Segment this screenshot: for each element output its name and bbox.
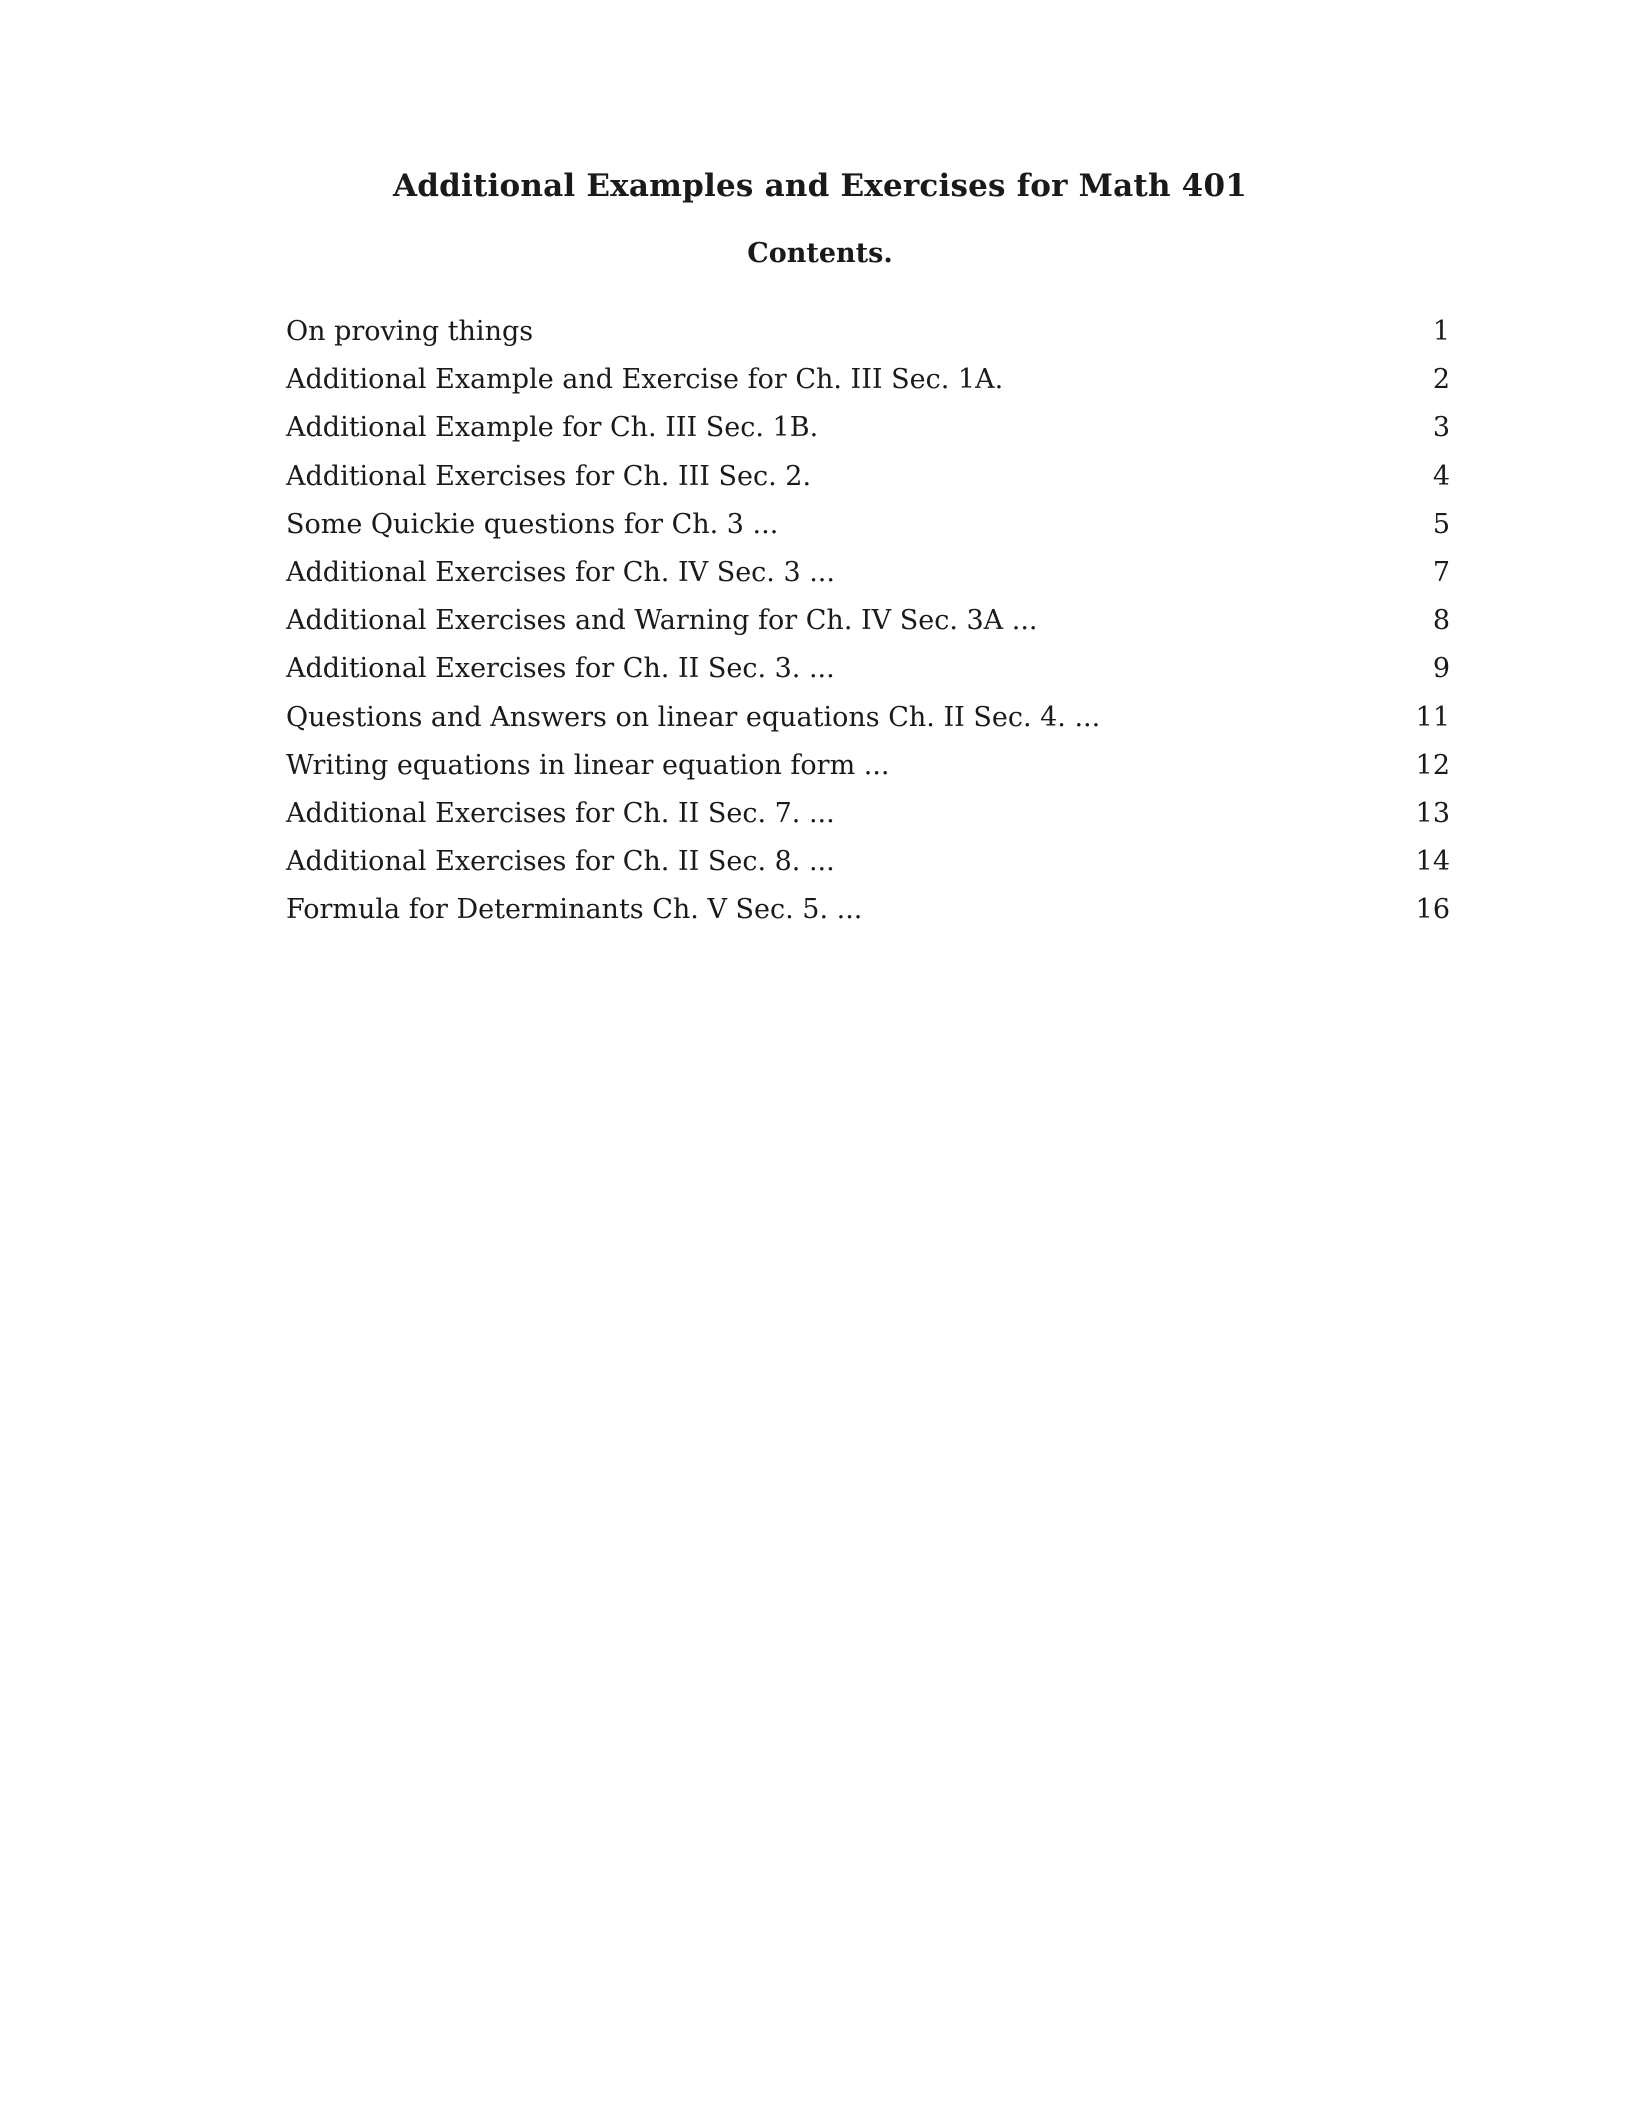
toc-page-number: 8 — [1432, 605, 1450, 637]
toc-entry — [286, 412, 1450, 460]
toc-entry-title: Additional Exercises for Ch. III Sec. 2. — [286, 460, 812, 492]
toc-entry — [286, 798, 1450, 846]
toc-entry-title: Additional Example and Exercise for Ch. III Sec. 1A. — [286, 364, 1004, 396]
toc-entry-title: Some Quickie questions for Ch. 3 ... — [286, 508, 779, 540]
toc-entry-title: Additional Exercises and Warning for Ch. IV Sec. 3A ... — [286, 605, 1038, 637]
contents-heading: Contents. — [747, 238, 893, 269]
toc-page-number: 4 — [1432, 460, 1450, 492]
toc-entry — [286, 846, 1450, 894]
toc-entry-title: Additional Exercises for Ch. II Sec. 3. ... — [286, 653, 835, 685]
toc-entry — [286, 653, 1450, 701]
toc-page-number: 16 — [1415, 894, 1450, 926]
toc-entry — [286, 461, 1450, 509]
toc-entry — [286, 605, 1450, 653]
toc-page-number: 14 — [1415, 846, 1450, 878]
toc-entry — [286, 894, 1450, 942]
toc-page-number: 9 — [1432, 653, 1450, 685]
toc-page-number: 11 — [1415, 701, 1450, 733]
toc-page-number: 12 — [1415, 749, 1450, 781]
toc-page-number: 5 — [1432, 508, 1450, 540]
toc-entry-title: Additional Exercises for Ch. II Sec. 8. ... — [286, 846, 835, 878]
toc-entry — [286, 557, 1450, 605]
toc-entry — [286, 750, 1450, 798]
toc-page-number: 7 — [1432, 556, 1450, 588]
toc-entry — [286, 702, 1450, 750]
toc-entry — [286, 509, 1450, 557]
toc-entry-title: Additional Exercises for Ch. II Sec. 7. ... — [286, 797, 835, 829]
toc-page-number: 1 — [1432, 316, 1450, 347]
toc-entry-title: Additional Example for Ch. III Sec. 1B. — [286, 412, 819, 444]
toc-entry — [286, 316, 1450, 364]
toc-page-number: 2 — [1432, 364, 1450, 396]
toc-page-number: 13 — [1415, 797, 1450, 829]
toc-entry — [286, 364, 1450, 412]
toc-page-number: 3 — [1432, 412, 1450, 444]
toc-entry-title: Questions and Answers on linear equations Ch. II Sec. 4. ... — [286, 701, 1101, 733]
table-of-contents — [286, 316, 1450, 942]
toc-entry-title: Additional Exercises for Ch. IV Sec. 3 ... — [286, 556, 835, 588]
toc-entry-title: Writing equations in linear equation form ... — [286, 749, 890, 781]
toc-entry-title: Formula for Determinants Ch. V Sec. 5. ... — [286, 894, 863, 926]
toc-entry-title: On proving things — [286, 316, 534, 347]
document-title: Additional Examples and Exercises for Math 401 — [393, 168, 1247, 204]
